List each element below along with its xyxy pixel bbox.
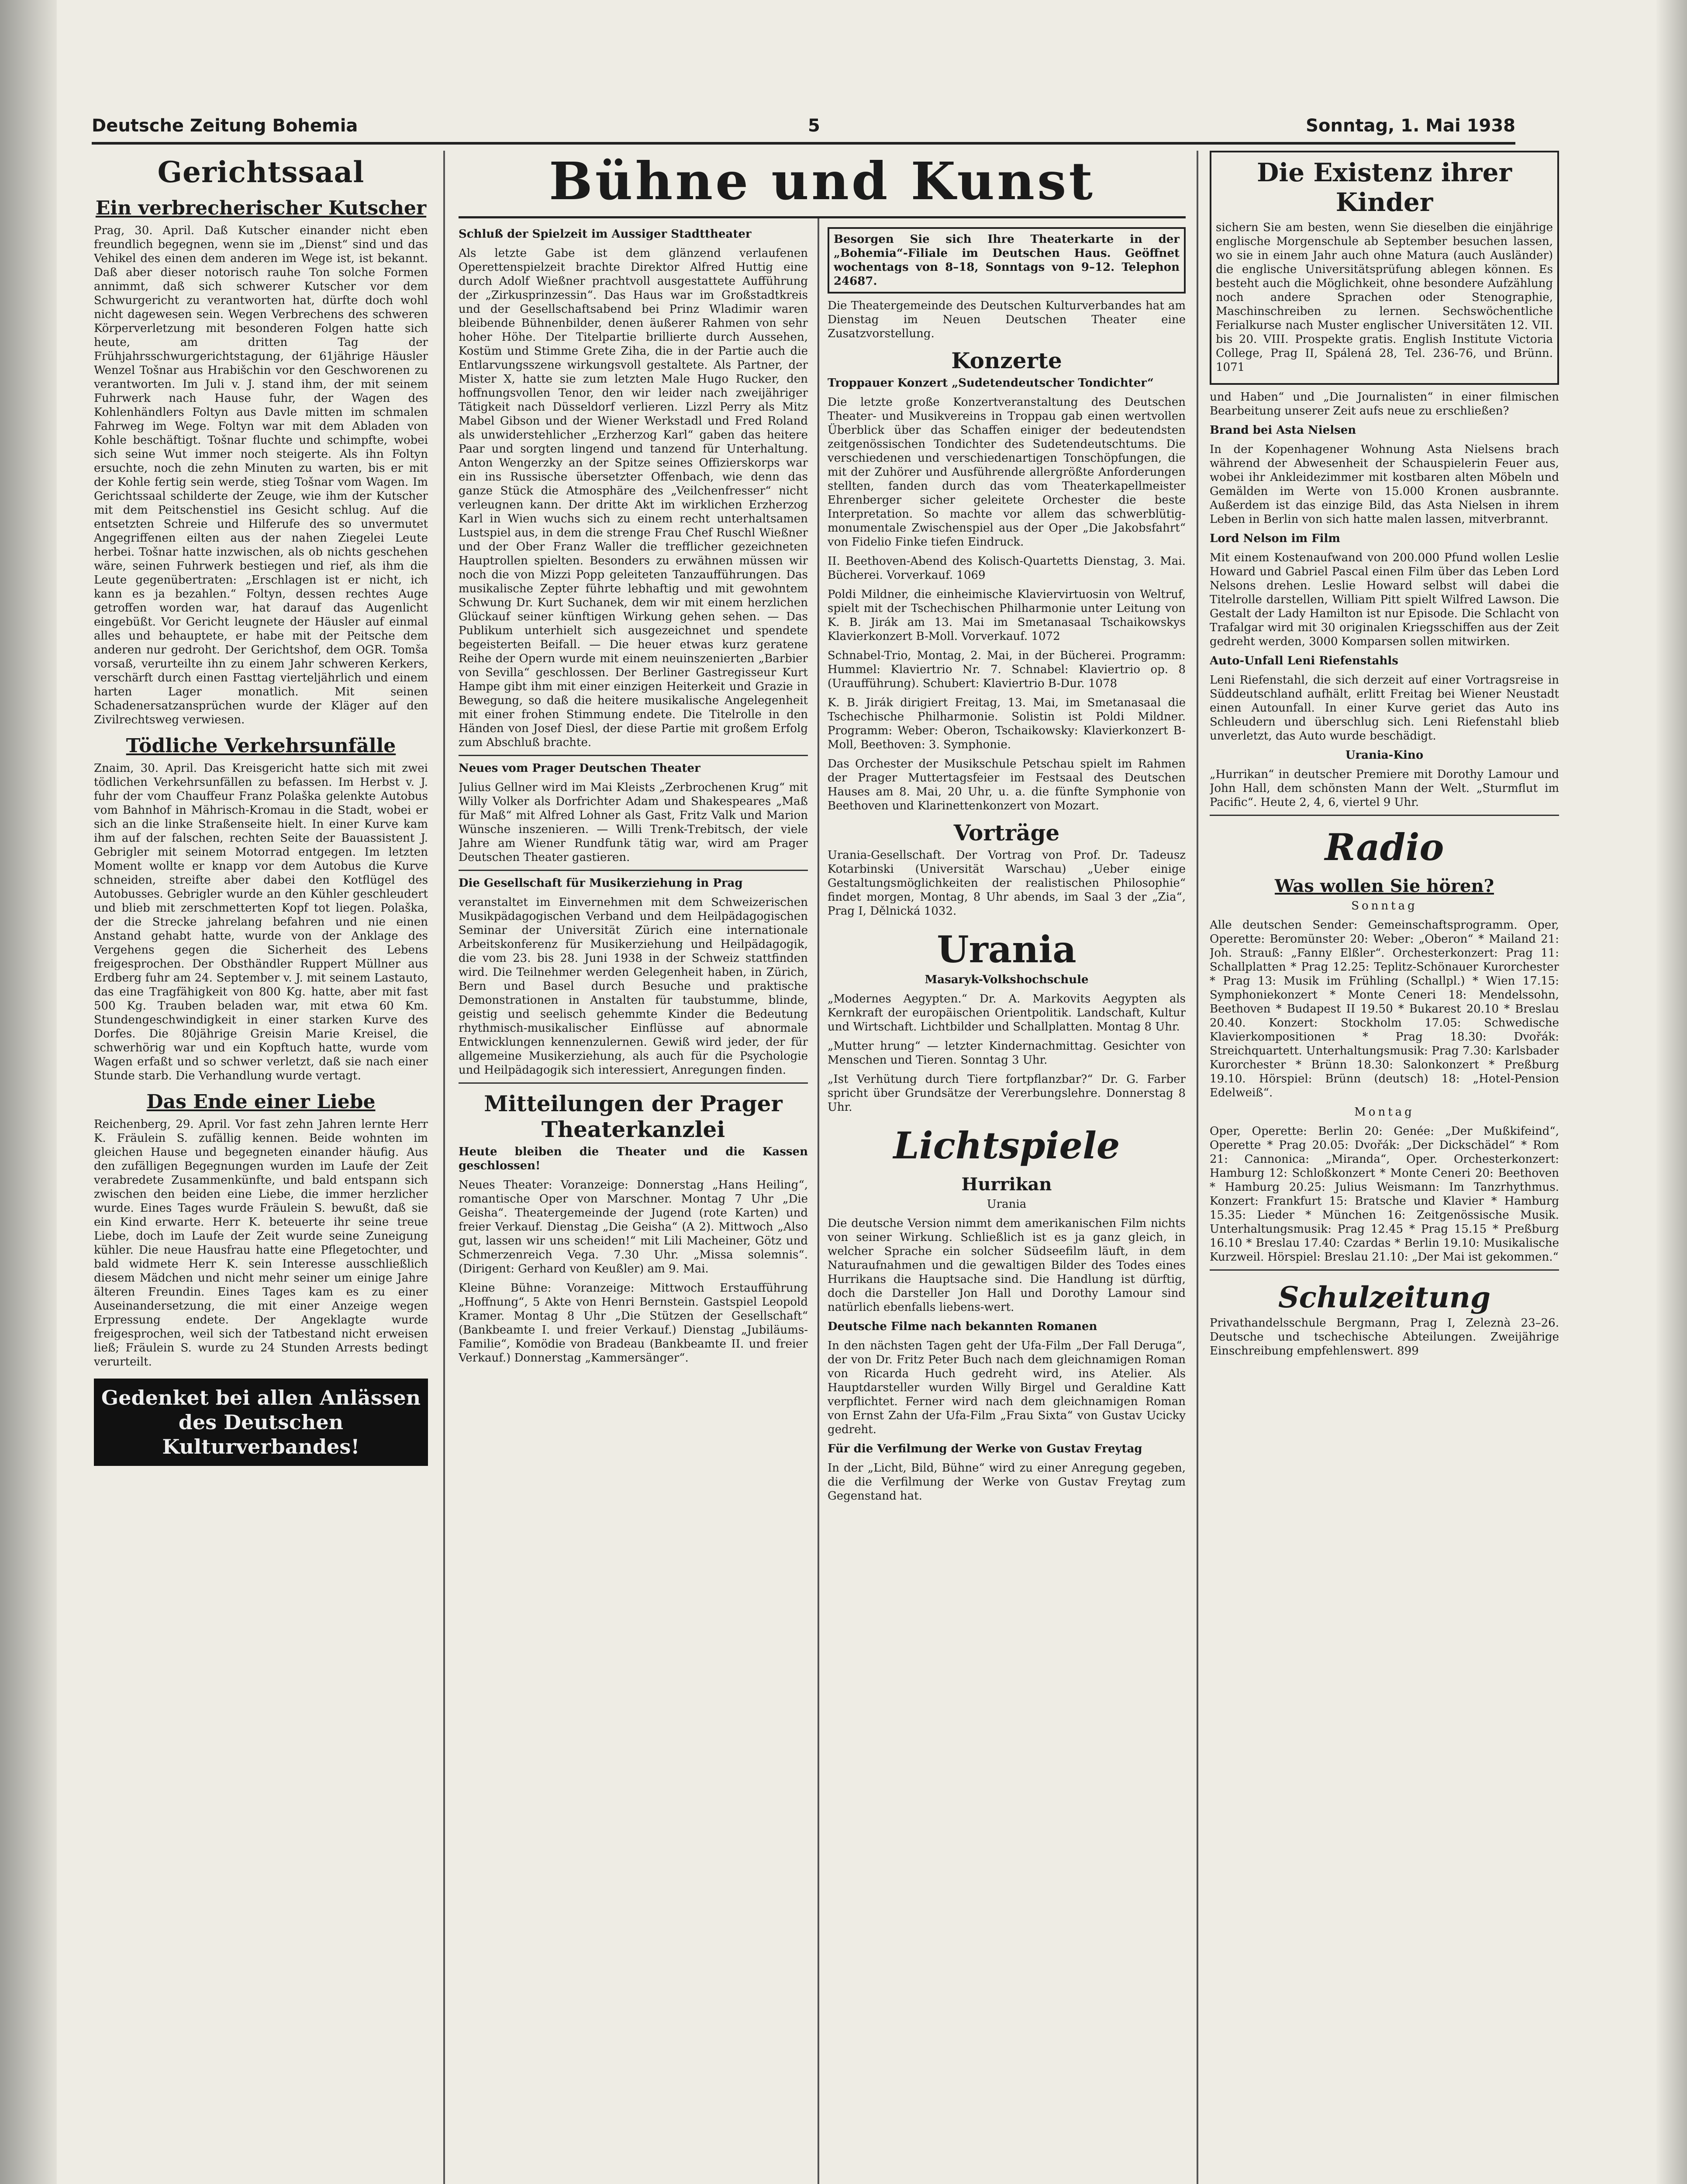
intro-text: Heute bleiben die Theater und die Kassen geschlossen!: [459, 1145, 808, 1172]
english-institute-ad: [1210, 151, 1559, 385]
column-konzerte: [828, 227, 1186, 2184]
radio-title: Radio: [1325, 826, 1444, 869]
lichtspiele-title: Lichtspiele: [893, 1124, 1120, 1167]
article-body: und Haben“ und „Die Journalisten“ in einer filmischen Bearbeitung unserer Zeit aufs neue zu erschließen?: [1210, 390, 1559, 418]
newspaper-name: Deutsche Zeitung Bohemia: [92, 116, 358, 136]
article-headline: [828, 376, 1186, 390]
issue-date: Sonntag, 1. Mai 1938: [1306, 116, 1515, 136]
article-headline: [1210, 423, 1559, 437]
article-headline: [1210, 654, 1559, 668]
concert-notice: Poldi Mildner, die einheimische Klaviervirtuosin von Weltruf, spielt mit der Tschechischen Philharmonie unter Leitung von K. B. Jirák am 13. Mai im Smetanasaal Tschaikowskys Klavierkonzert B-Moll. Vorverkauf. 1072: [828, 588, 1186, 643]
urania-event: „Modernes Aegypten.“ Dr. A. Markovits Aegypten als Kernkraft der europäischen Orientpolitik. Landschaft, Kultur und Wirtschaft. Lichtbilder und Schallplatten. Montag 8 Uhr.: [828, 992, 1186, 1033]
weekday-label: Sonntag: [1351, 899, 1418, 912]
article-headline: [1210, 532, 1559, 546]
subtitle-text: Masaryk-Volkshochschule: [925, 973, 1089, 986]
headline-text: Auto-Unfall Leni Riefenstahls: [1210, 654, 1398, 667]
school-notice: Privathandelsschule Bergmann, Prag I, Zeleznà 23–26. Deutsche und tschechische Abteilungen. Zweijährige Einschreibung empfehlenswert. 899: [1210, 1317, 1559, 1358]
article-body: Mit einem Kostenaufwand von 200.000 Pfund wollen Leslie Howard und Gabriel Pascal einen Film über das Leben Lord Nelsons drehen. Leslie Howard selbst will dabei die Titelrolle darstellen, William Pitt spielt Wilfred Lawson. Die Gestalt der Lady Hamilton ist nur Episode. Die Schlacht von Trafalgar wird mit 30 originalen Kriegsschiffen aus der Zeit gedreht werden, 3000 Komparsen sollen mitwirken.: [1210, 551, 1559, 648]
column-divider: [443, 151, 445, 2184]
article-body: Reichenberg, 29. April. Vor fast zehn Jahren lernte Herr K. Fräulein S. zufällig kennen. Beide wohnten im gleichen Hause und begegneten einander häufig. Aus den zufälligen Begegnungen wurden im Laufe der Zeit verabredete Zusammenkünfte, und bald entspann sich zwischen den beiden eine Liebe, die immer herzlicher wurde. Eines Tages wurde Fräulein S. bewußt, daß sie ein Kind erwarte. Herr K. beteuerte ihr seine treue Liebe, doch im Laufe der Zeit wurde seine Zuneigung kühler. Die neue Hausfrau hatte eine Pflegetochter, und bald widmete Herr K. sein Interesse ausschließlich diesem Mädchen und nicht mehr seiner um einige Jahre älteren Freundin. Eines Tages kam es zu einer Auseinandersetzung, die mit einer Anzeige wegen Erpressung endete. Der Angeklagte wurde freigesprochen, weil sich der Tatbestand nicht erweisen ließ; Fräulein S. wurde zu 24 Stunden Arrests bedingt verurteilt.: [94, 1118, 428, 1368]
radio-program: Alle deutschen Sender: Gemeinschaftsprogramm. Oper, Operette: Beromünster 20: Weber: „Oberon“ * Mailand 21: Joh. Strauß: „Fanny Elßler“. Orchesterkonzert: Prag 11: Schallplatten * Prag 12.25: Teplitz-Schönauer Kurorchester * Prag 13: Musik im Frühling (Schallpl.) * Wien 17.15: Symphoniekonzert * Monte Ceneri 18: Mendelssohn, Beethoven * Budapest II 19.50 * Bukarest 20.10 * Breslau 20.40. Konzert: Stockholm 17.05: Schwedische Klavierkompositionen * Prag 18.30: Dvořák: Streichquartett. Unterhaltungsmusik: Prag 7.30: Karlsbader Kurorchester * Brünn 18.30: Salonkonzert * Preßburg 19.10. Hörspiel: Brünn (deutsch) 18: „Hotel-Pension Edelweiß“.: [1210, 919, 1559, 1099]
concert-notice: Das Orchester der Musikschule Petschau spielt im Rahmen der Prager Muttertagsfeier im Festsaal des Deutschen Hauses am 8. Mai, 20 Uhr, u. a. die fünfte Symphonie von Beethoven und Klarinettenkonzert von Mozart.: [828, 757, 1186, 812]
section-masthead: Bühne und Kunst: [459, 151, 1186, 218]
headline-text: Neues vom Prager Deutschen Theater: [459, 762, 700, 775]
article-body: Znaim, 30. April. Das Kreisgericht hatte sich mit zwei tödlichen Verkehrsunfällen zu befassen. Im Herbst v. J. fuhr der vom Chauffeur Franz Polaška gelenkte Autobus vom Bahnhof in Mährisch-Kromau in die Stadt, wobei er sich an die linke Straßenseite hielt. In einer Kurve kam ihm auf der falschen, rechten Seite der Bauassistent J. Gebrigler mit seinem Motorrad entgegen. Im letzten Moment wollte er knapp vor dem Autobus die Kurve schneiden, streifte aber dabei den Kotflügel des Autobusses. Gebrigler wurde an den Kühler geschleudert und blieb mit zerschmetterten Kopf tot liegen. Polaška, der die Strecke jahrelang befahren und nie einen Anstand gehabt hatte, wurde von der Anklage des Vergehens gegen die Sicherheit des Lebens freigesprochen. Der Obsthändler Ruppert Müllner aus Erdberg fuhr am 24. September v. J. mit seinem Lastauto, das eine Tragfähigkeit von 800 Kg. hatte, aber mit fast 500 Kg. Trauben beladen war, mit etwa 60 Km. Stundengeschwindigkeit in einer starken Kurve des Dorfes. Die 80jährige Greisin Marie Kreisel, die schwerhörig war und ein Kopftuch hatte, wurde vom Wagen erfaßt und so schwer verletzt, daß sie nach einer Stunde starb. Die Verhandlung wurde vertagt.: [94, 762, 428, 1082]
article-body: In den nächsten Tagen geht der Ufa-Film „Der Fall Deruga“, der von Dr. Fritz Peter Buch nach dem gleichnamigen Roman von Ricarda Huch gedreht wird, ins Atelier. Als Hauptdarsteller wurden Willy Birgel und Geraldine Katt verpflichtet. Ferner wird nach dem gleichnamigen Roman von Ernst Zahn der Ufa-Film „Frau Sixta“ von Gustav Ucicky gedreht.: [828, 1339, 1186, 1436]
lecture-notice: Urania-Gesellschaft. Der Vortrag von Prof. Dr. Tadeusz Kotarbinski (Universität Warschau) „Ueber einige Gestaltungsmöglichkeiten der realistischen Philosophie“ findet morgen, Montag, 8 Uhr abends, im Saal 3 der „Zia“, Prag I, Dělnická 1032.: [828, 849, 1186, 918]
article-headline: [459, 227, 808, 241]
headline-text: Brand bei Asta Nielsen: [1210, 424, 1356, 437]
article-headline: Ein verbrecherischer Kutscher: [95, 197, 427, 219]
article-headline: [459, 876, 808, 890]
header-rule: [92, 142, 1515, 145]
divider: [1210, 1269, 1559, 1271]
article-body: veranstaltet im Einvernehmen mit dem Schweizerischen Musikpädagogischen Verband und dem Heilpädagogischen Seminar der Universität Zürich eine internationale Arbeitskonferenz für Musikerziehung und Heilpädagogik, die vom 23. bis 28. Juni 1938 in der Schweiz stattfinden wird. Die Teilnehmer werden Gelegenheit haben, in Zürich, Bern und Basel durch Besuche und praktische Demonstrationen in Anstalten für taubstumme, blinde, geistig und seelisch gehemmte Kinder die Bedeutung rhythmisch-musikalischer Einflüsse auf abnormale Entwicklungen kennenzulernen. Gewiß wird jeder, der für allgemeine Musikerziehung, als auch für die Psychologie und Heilpädagogik sich interessiert, Anregungen finden.: [459, 896, 808, 1077]
divider: [459, 870, 808, 871]
headline-text: Urania-Kino: [1345, 749, 1424, 762]
section-title: Gerichtssaal: [157, 155, 365, 189]
concert-notice: K. B. Jirák dirigiert Freitag, 13. Mai, im Smetanasaal die Tschechische Philharmonie. Solistin ist Poldi Mildner. Programm: Weber: Oberon, Tschaikowsky: Klavierkonzert B-Moll, Beethoven: 3. Symphonie.: [828, 696, 1186, 751]
article-headline: [828, 1320, 1186, 1334]
divider: [459, 1082, 808, 1084]
urania-subtitle: [828, 973, 1186, 987]
radio-subtitle: Was wollen Sie hören?: [1274, 876, 1494, 896]
concert-notice: II. Beethoven-Abend des Kolisch-Quartetts Dienstag, 3. Mai. Bücherei. Vorverkauf. 1069: [828, 555, 1186, 582]
kleine-buehne-schedule: Kleine Bühne: Voranzeige: Mittwoch Erstaufführung „Hoffnung“, 5 Akte von Henri Bernstein. Gastspiel Leopold Kramer. Montag 8 Uhr „Die Stützen der Gesellschaft“ (Bankbeamte I. und freier Verkauf.) Dienstag „Jubiläums-Familie“, Komödie von Bradeau (Bankbeamte II. und freier Verkauf.) Donnerstag „Kammersänger“.: [459, 1282, 808, 1365]
kulturverband-banner: Gedenket bei allen Anlässen des Deutschen Kulturverbandes!: [94, 1379, 428, 1466]
article-headline: [828, 1442, 1186, 1456]
page-number: 5: [808, 116, 820, 136]
article-body: Als letzte Gabe ist dem glänzend verlaufenen Operettenspielzeit brachte Direktor Alfred Huttig eine durch Adolf Wießner prachtvoll ausgestattete Aufführung der „Zirkusprinzessin“. Das Haus war im Großstadtkreis und der Gesellschaftsabend bei Prinz Wladimir waren bleibende Bühnenbilder, denen äußerer Rahmen von sehr hoher Höhe. Der Titelpartie brillierte durch Aussehen, Kostüm und Stimme Grete Ziha, die in der Partie auch die Entlarvungsszene wirkungsvoll gestaltete. Als Partner, der Mister X, hatte sie zum letzten Male Hugo Rucker, den hoffnungsvollen Tenor, den wir leider nach zweijähriger Tätigkeit nach Düsseldorf verlieren. Lizzl Perry als Mitz Mabel Gibson und der Wiener Werkstadl und Fred Roland als unwiderstehlicher „Erzherzog Karl“ gaben das heitere Paar und sorgten lingend und tanzend für Unterhaltung. Anton Wengerzky an der Spitze seines Offizierskorps war ein ins Russische übersetzter Offenbach, wie denn das ganze Stück die Atmosphäre des „Veilchenfresser“ nicht verleugnen kann. Der dritte Akt im wirklichen Erzherzog Karl in Wien wuchs sich zu einem recht unterhaltsamen Lustspiel aus, in dem die strenge Frau Chef Ruschl Wießner und der Ober Franz Waller die trefflicher gezeichneten Hauptrollen spielten. Besonders zu erwähnen müssen wir noch die von Mizzi Popp geleiteten Tanzaufführungen. Das musikalische Zepter führte lebhaftig und mit gewohntem Schwung Dr. Kurt Suchanek, dem wir mit einem herzlichen Glückauf seiner künftigen Wirkung gehen sehen. — Das Publikum unterhielt sich ausgezeichnet und spendete begeisterten Beifall. — Die heuer etwas kurz geratene Reihe der Opern wurde mit einem neuinszenierten „Barbier von Sevilla“ geschlossen. Der Berliner Gastregisseur Kurt Hampe gibt ihm mit einer einzigen Heiterkeit und Grazie in Bewegung, so daß die heitere musikalische Angelegenheit mit einer frohen Stimmung endete. Die Titelrolle in den Händen von Josef Diesl, der diese Partie mit großem Erfolg zum Abschluß brachte.: [459, 247, 808, 749]
article-headline: Tödliche Verkehrsunfälle: [126, 735, 396, 757]
urania-title: Urania: [937, 928, 1076, 971]
headline-text: Die Gesellschaft für Musikerziehung in Prag: [459, 877, 743, 890]
article-headline: [1210, 748, 1559, 762]
headline-text: Lord Nelson im Film: [1210, 532, 1340, 545]
vortraege-title: Vorträge: [953, 820, 1060, 846]
film-review: Die deutsche Version nimmt dem amerikanischen Film nichts von seiner Wirkung. Schließlich ist es ja ganz gleich, in welcher Sprache ein solcher Südseefilm läuft, in dem Naturaufnahmen und die gewaltigen Bilder des Todes eines Hurrikans die Hauptsache sind. Die Handlung ist dürftig, doch die Darsteller Jon Hall und Dorothy Lamour sind natürlich ebenfalls liebens-wert.: [828, 1217, 1186, 1314]
urania-event: „Ist Verhütung durch Tiere fortpflanzbar?“ Dr. G. Farber spricht über Grundsätze der Vererbungslehre. Donnerstag 8 Uhr.: [828, 1073, 1186, 1114]
article-body: Julius Gellner wird im Mai Kleists „Zerbrochenen Krug“ mit Willy Volker als Dorfrichter Adam und Shakespeares „Maß für Maß“ mit Alfred Lohner als Gast, Fritz Valk und Marion Wünsche inszenieren. — Willi Trenk-Trebitsch, der viele Jahre am Wiener Rundfunk tätig war, wird am Prager Deutschen Theater gastieren.: [459, 781, 808, 864]
theaterkanzlei-title: Mitteilungen der Prager Theaterkanzlei: [484, 1091, 783, 1142]
radio-program: Oper, Operette: Berlin 20: Genée: „Der Mußkifeind“, Operette * Prag 20.05: Dvořák: „Der Dickschädel“ * Rom 21: Cannonica: „Miranda“, Oper. Orchesterkonzert: Hamburg 12: Schloßkonzert * Monte Ceneri 20: Beethoven * Hamburg 20.25: Julius Weismann: Im Tanzrhythmus. Konzert: Frankfurt 15: Bratsche und Klavier * Hamburg 15.35: Lieder * München 16: Zeitgenössische Musik. Unterhaltungsmusik: Prag 12.45 * Prag 15.15 * Preßburg 16.10 * Breslau 17.40: Czardas * Berlin 19.10: Musikalische Kurzweil. Hörspiel: Breslau 21.10: „Der Mai ist gekommen.“: [1210, 1125, 1559, 1264]
column-gerichtssaal: [94, 151, 428, 2184]
article-body: Leni Riefenstahl, die sich derzeit auf einer Vortragsreise in Süddeutschland aufhält, erlitt Freitag bei Wiener Neustadt einen Autounfall. In einer Kurve geriet das Auto ins Schleudern und überschlug sich. Leni Riefenstahl blieb unverletzt, das Auto wurde beschädigt.: [1210, 674, 1559, 743]
column-divider: [1197, 151, 1198, 2184]
cinema-notice: „Hurrikan“ in deutscher Premiere mit Dorothy Lamour und John Hall, dem schönsten Mann der Welt. „Sturmflut im Pacific“. Heute 2, 4, 6, viertel 9 Uhr.: [1210, 768, 1559, 809]
schulzeitung-title: Schulzeitung: [1278, 1280, 1491, 1314]
scan-edge-right: [1656, 0, 1687, 2184]
weekday-label: Montag: [1354, 1106, 1414, 1119]
headline-text: Troppauer Konzert „Sudetendeutscher Tondichter“: [828, 377, 1154, 390]
ticket-notice: [828, 227, 1186, 294]
film-title: Hurrikan: [961, 1174, 1052, 1195]
headline-text: Schluß der Spielzeit im Aussiger Stadttheater: [459, 228, 752, 241]
concert-notice: Schnabel-Trio, Montag, 2. Mai, in der Bücherei. Programm: Hummel: Klaviertrio Nr. 7. Schnabel: Klaviertrio op. 8 (Uraufführung). Schubert: Klaviertrio B-Dur. 1078: [828, 649, 1186, 690]
notice-text: Besorgen Sie sich Ihre Theaterkarte in der „Bohemia“-Filiale im Deutschen Haus. Geöffnet wochentags von 8–18, Sonntags von 9–12. Telephon 24687.: [834, 233, 1180, 288]
article-body: Prag, 30. April. Daß Kutscher einander nicht eben freundlich begegnen, wenn sie im „Dienst“ sind und das Vehikel des einen dem anderen im Wege ist, ist bekannt. Daß aber dieser notorisch rauhe Ton solche Formen annimmt, daß sich schwerer Kutscher vor dem Schwurgericht zu verantworten hat, dürfte doch wohl nicht dagewesen sein. Wegen Verbrechens des schweren Körperverletzung mit besonderen Folgen hatte sich heute, am dritten Tag der Frühjahrsschwurgerichtstagung, der 61jährige Häusler Wenzel Tošnar aus Hrabišchin vor den Geschworenen zu verantworten. Im Juli v. J. stand ihm, der mit seinem Fuhrwerk nach Hause fuhr, der Wagen des Kohlenhändlers Foltyn aus Davle mitten im schmalen Fahrweg im Wege. Foltyn war mit dem Abladen von Kohle beschäftigt. Tošnar fluchte und schimpfte, wobei sich seine Wut immer noch steigerte. Als ihn Foltyn ersuchte, noch die zehn Minuten zu warten, bis er mit der Kohle fertig sein werde, stieg Tošnar vom Wagen. Im Gerichtssaal schilderte der Zeuge, wie ihm der Kutscher mit dem Peitschenstiel ins Gesicht schlug. Auf die entsetzten Schreie und Hilferufe des so unvermutet Angegriffenen eilten aus der nahen Ziegelei Leute herbei. Tošnar hatte inzwischen, als ob nichts geschehen wäre, seinen Fuhrwerk bestiegen und rief, als ihm die Leute gegenübertraten: „Erschlagen ist er nicht, ich kann es ja bezahlen.“ Foltyn, dessen rechtes Auge getroffen worden war, hat darauf das Augenlicht eingebüßt. Vor Gericht leugnete der Häusler auf einmal alles und behauptete, er habe mit der Peitsche dem anderen nur gedroht. Der Gerichtshof, dem OGR. Tomša vorsaß, verurteilte ihn zu einem Jahr schweren Kerkers, verschärft durch einen Fasttag vierteljährlich und einem harten Lager monatlich. Mit seinen Schadenersatzansprüchen wurde der Kläger auf den Zivilrechtsweg verwiesen.: [94, 224, 428, 726]
scan-edge-left: [0, 0, 57, 2184]
theatergemeinde-note: Die Theatergemeinde des Deutschen Kulturverbandes hat am Dienstag im Neuen Deutschen Theater eine Zusatzvorstellung.: [828, 299, 1186, 340]
ad-body: sichern Sie am besten, wenn Sie dieselben die einjährige englische Morgenschule ab September besuchen lassen, wo sie in einem Jahr auch ohne Matura (auch Ausländer) die englische Universitätsprüfung ablegen können. Es besteht auch die Möglichkeit, ohne besondere Aufzählung noch andere Sprachen oder Stenographie, Maschinschreiben zu lernen. Sechswöchentliche Ferialkurse nach Muster englischer Universitäten 12. VII. bis 20. VIII. Prospekte gratis. English Institute Victoria College, Prag II, Spálená 28, Tel. 236-76, und Brünn. 1071: [1216, 221, 1553, 374]
film-venue: Urania: [987, 1198, 1027, 1211]
urania-event: „Mutter hrung“ — letzter Kindernachmittag. Gesichter von Menschen und Tieren. Sonntag 3 Uhr.: [828, 1040, 1186, 1067]
article-headline: [459, 761, 808, 775]
theaterkanzlei-intro: [459, 1145, 808, 1173]
ad-headline: Die Existenz ihrer Kinder: [1256, 158, 1512, 217]
article-body: In der „Licht, Bild, Bühne“ wird zu einer Anregung gegeben, die die Verfilmung der Werke von Gustav Freytag zum Gegenstand hat.: [828, 1462, 1186, 1503]
headline-text: Deutsche Filme nach bekannten Romanen: [828, 1320, 1097, 1333]
headline-text: Für die Verfilmung der Werke von Gustav Freytag: [828, 1442, 1142, 1455]
divider: [1210, 815, 1559, 816]
divider: [459, 755, 808, 756]
konzerte-title: Konzerte: [951, 348, 1062, 373]
article-headline: Das Ende einer Liebe: [146, 1091, 376, 1113]
neues-theater-schedule: Neues Theater: Voranzeige: Donnerstag „Hans Heiling“, romantische Oper von Marschner. Montag 7 Uhr „Die Geisha“. Theatergemeinde der Jugend (rote Karten) und freier Verkauf. Dienstag „Die Geisha“ (A 2). Mittwoch „Also gut, lassen wir uns scheiden!“ mit Lili Macheiner, Götz und Schmerzenreich Vega. 7.30 Uhr. „Missa solemnis“. (Dirigent: Gerhard von Keußler) am 9. Mai.: [459, 1178, 808, 1275]
article-body: In der Kopenhagener Wohnung Asta Nielsens brach während der Abwesenheit der Schauspielerin Feuer aus, wobei ihr Ankleidezimmer mit kostbaren alten Möbeln und Gemälden im Werte von 15.000 Kronen ausbrannte. Außerdem ist das einzige Bild, das Asta Nielsen in ihrem Leben in Berlin von sich hatte malen lassen, mitverbrannt.: [1210, 443, 1559, 526]
article-body: Die letzte große Konzertveranstaltung des Deutschen Theater- und Musikvereins in Troppau gab einen wertvollen Überblick über das Schaffen einiger der bedeutendsten zeitgenössischen Tondichter des Sudetendeutschtums. Die verschiedenen und verschiedenartigen Tonschöpfungen, die mit der Zuhörer und Ausführende allergrößte Anforderungen stellten, fanden durch das vom Theaterkapellmeister Ehrenberger sicher geleitete Orchester die beste Interpretation. So machte vor allem das schwerblütig-monumentale Zwischenspiel aus der Oper „Die Jakobsfahrt“ von Fidelio Finke tiefen Eindruck.: [828, 396, 1186, 549]
page-header: [92, 116, 1515, 142]
column-radio: [1210, 151, 1559, 2184]
column-theater: [459, 227, 808, 2184]
column-divider: [818, 218, 819, 2184]
